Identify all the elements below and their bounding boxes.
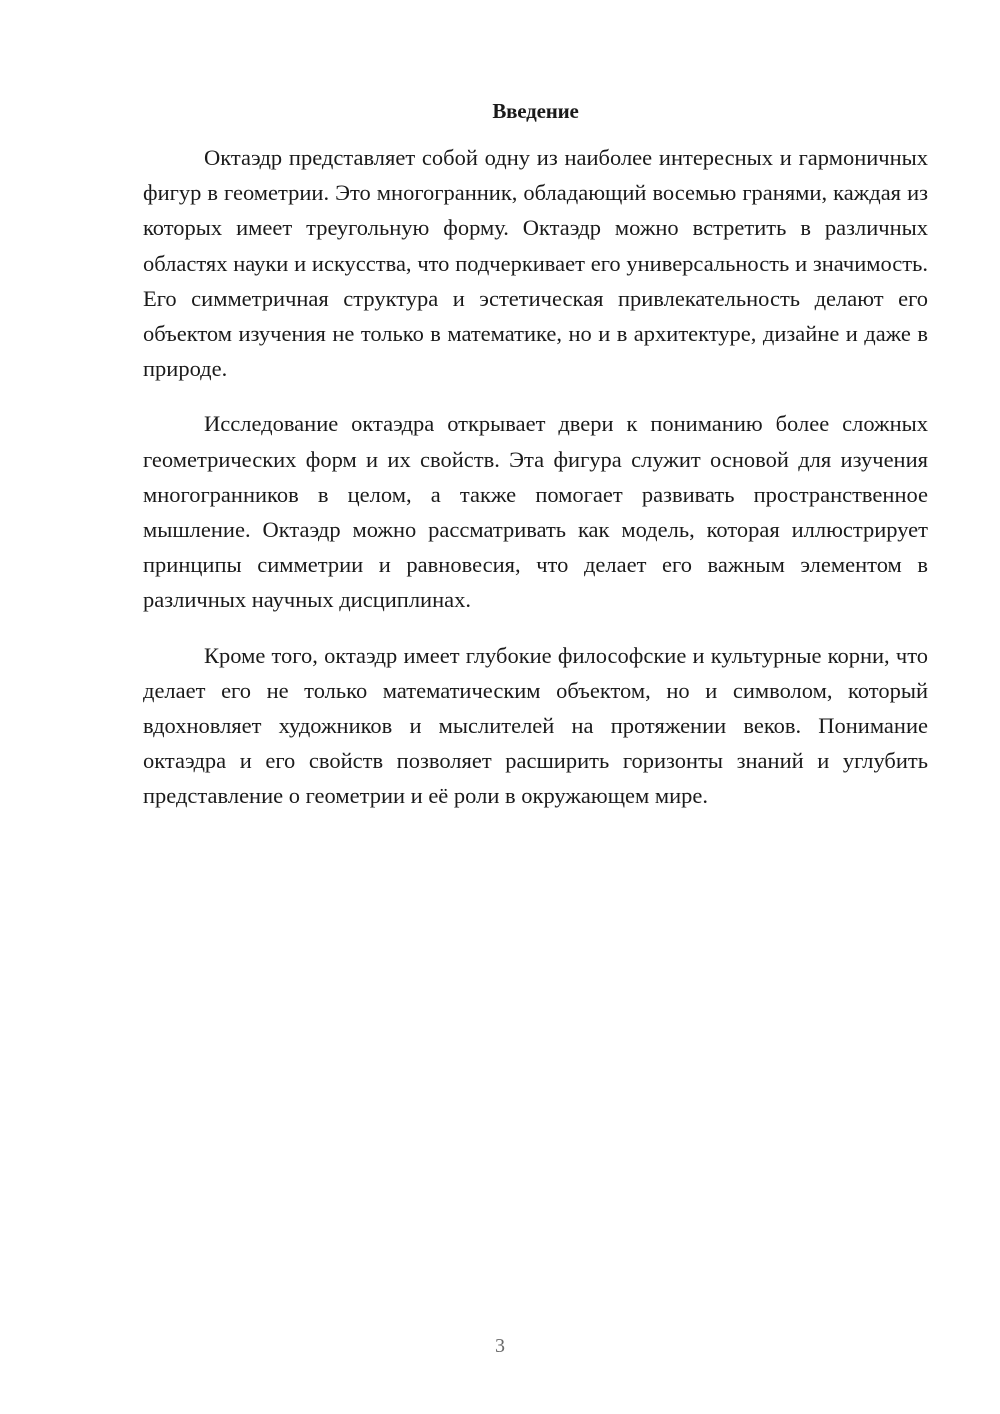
paragraph-3: Кроме того, октаэдр имеет глубокие философские и культурные корни, что делает его не только математическим объектом, но и символом, который вдохновляет художников и мыслителей на протяжении веков. Понимание октаэдра и его свойств позволяет расширить горизонты знаний и углубить представление о геометрии и её роли в окружающем мире. xyxy=(143,642,928,809)
page-number: 3 xyxy=(495,1335,505,1357)
section-heading: Введение xyxy=(492,99,579,123)
paragraph-1: Октаэдр представляет собой одну из наиболее интересных и гармоничных фигур в геометрии. Это многогранник, обладающий восемью гранями, каждая из которых имеет треугольную форму. Октаэдр можно встретить в различных областях науки и искусства, что подчеркивает его универсальность и значимость. Его симметричная структура и эстетическая привлекательность делают его объектом изучения не только в математике, но и в архитектуре, дизайне и даже в природе. xyxy=(143,145,928,382)
page-body xyxy=(143,96,928,834)
paragraph-2: Исследование октаэдра открывает двери к пониманию более сложных геометрических форм и их свойств. Эта фигура служит основой для изучения многогранников в целом, а также помогает развивать пространственное мышление. Октаэдр можно рассматривать как модель, которая иллюстрирует принципы симметрии и равновесия, что делает его важным элементом в различных научных дисциплинах. xyxy=(143,411,928,613)
